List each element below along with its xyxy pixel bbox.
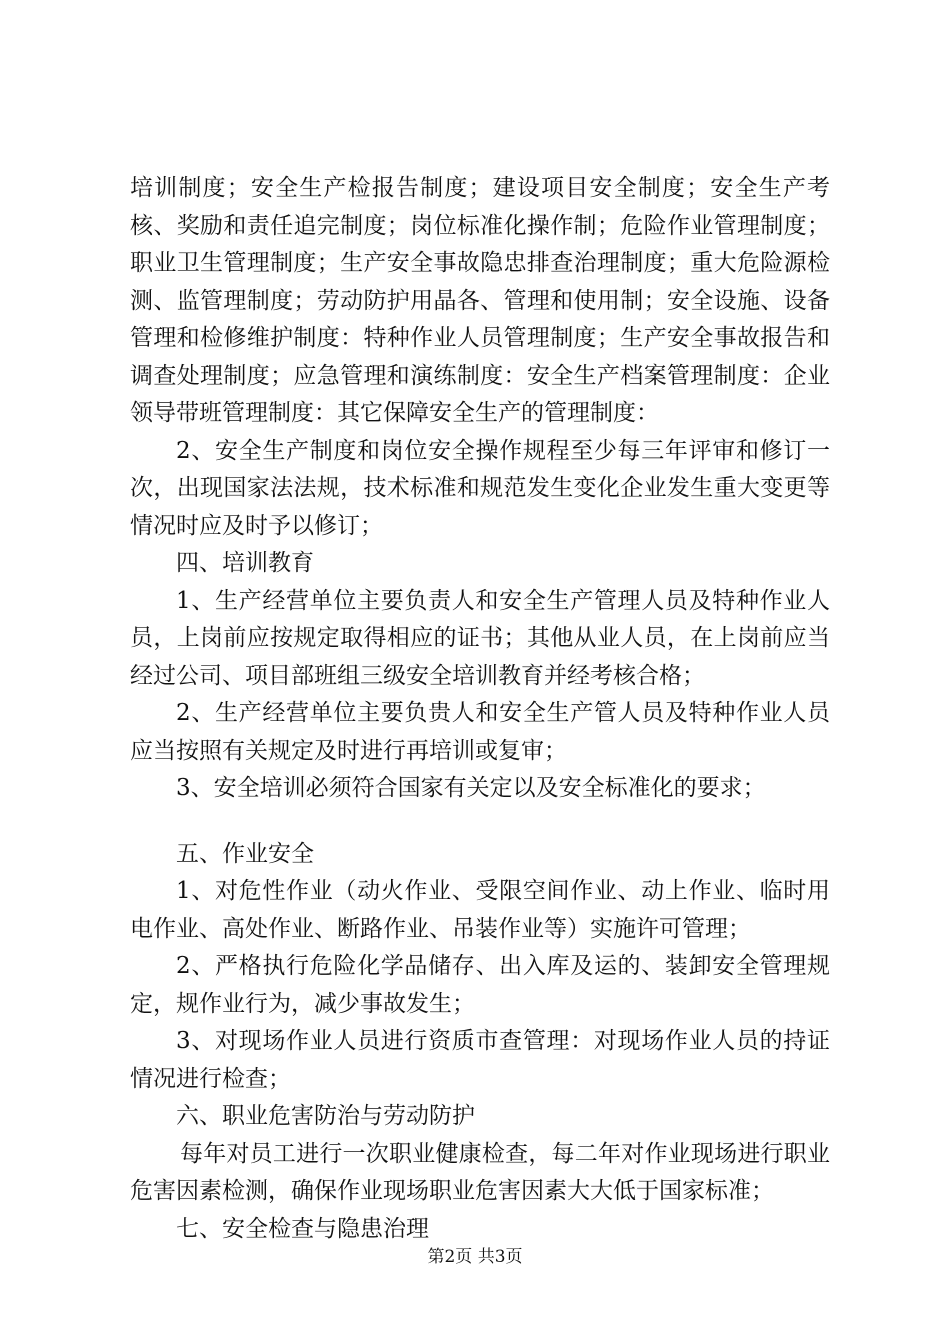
paragraph-training-1: 1、生产经营单位主要负责人和安全生产管理人员及特种作业人员，上岗前应按规定取得相应的证书；其他从业人员，在上岗前应当经过公司、项目部班组三级安全培训教育并经考核合格； — [130, 587, 830, 689]
paragraph-health-check: 每年对员工进行一次职业健康检查，每二年对作业现场进行职业危害因素检测，确保作业现场职业危害因素大大低于国家标准； — [130, 1140, 830, 1204]
section-heading-operation-safety: 五、作业安全 — [176, 840, 314, 867]
document-body — [130, 170, 830, 1248]
section-heading-inspection: 七、安全检查与隐患治理 — [176, 1215, 429, 1242]
paragraph-operation-1: 1、对危性作业（动火作业、受限空间作业、动上作业、临时用电作业、高处作业、断路作业、吊装作业等）实施许可管理； — [130, 878, 830, 942]
paragraph-operation-3: 3、对现场作业人员进行资质市查管理：对现场作业人员的持证情况进行检查； — [130, 1028, 830, 1092]
paragraph-spacer — [130, 808, 830, 836]
section-heading-training: 四、培训教育 — [176, 550, 314, 576]
paragraph-operation-2: 2、严格执行危险化学品储存、出入库及运的、装卸安全管理规定，规作业行为，减少事故发生； — [130, 953, 830, 1017]
page-footer: 第2页 共3页 — [427, 1247, 523, 1267]
paragraph-review-revision: 2、安全生产制度和岗位安全操作规程至少每三年评审和修订一次，出现国家法法规，技术标准和规范发生变化企业发生重大变更等情况时应及时予以修订； — [130, 437, 830, 539]
paragraph-training-3: 3、安全培训必须符合国家有关定以及安全标准化的要求； — [176, 775, 766, 801]
paragraph-training-2: 2、生产经营单位主要负贵人和安全生产管人员及特种作业人员应当按照有关规定及时进行再培训或复审； — [130, 700, 830, 764]
paragraph-regulations-list: 培训制度；安全生产检报告制度；建设项目安全制度；安全生产考核、奖励和责任追完制度；岗位标准化操作制；危险作业管理制度；职业卫生管理制度；生产安全事故隐忠排查治理制度；重大危险源检测、监管理制度；劳动防护用晶各、管理和使用制；安全设施、设备管理和检修维护制度：特种作业人员管理制度；生产安全事故报告和调查处理制度；应急管理和演练制度：安全生产档案管理制度：企业领导带班管理制度：其它保障安全生产的管理制度： — [130, 175, 830, 426]
section-heading-occupational-hazard: 六、职业危害防治与劳动防护 — [176, 1103, 475, 1129]
